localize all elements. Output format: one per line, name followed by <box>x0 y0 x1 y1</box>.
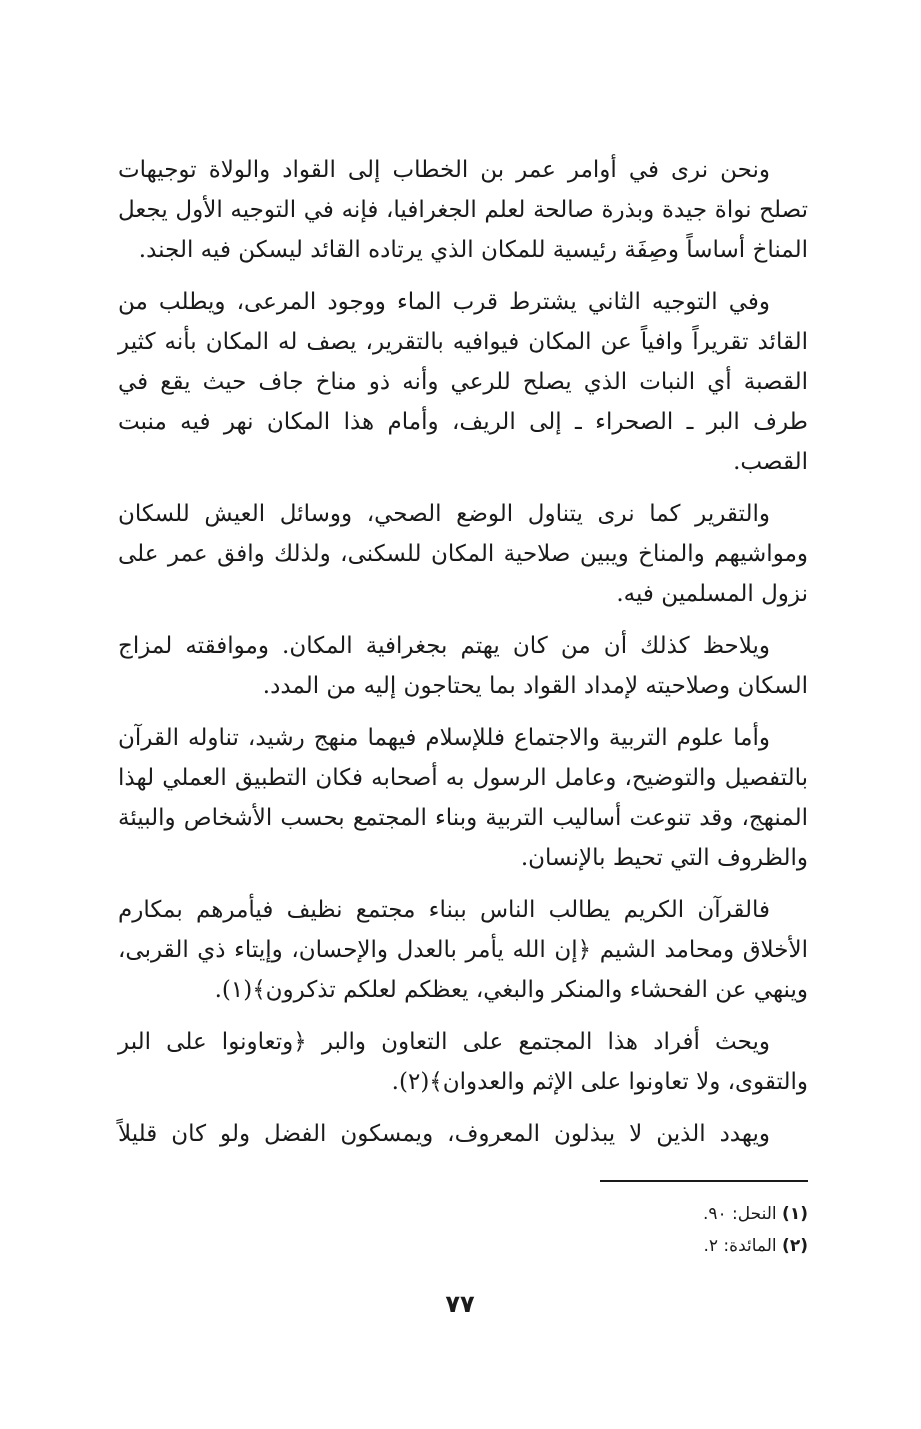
paragraph-7: ويحث أفراد هذا المجتمع على التعاون والبر ﴿وتعاونوا على البر والتقوى، ولا تعاونوا على الإثم والعدوان﴾(٢). <box>118 1029 808 1095</box>
footnote-number: (٢) <box>782 1236 808 1256</box>
paragraph-6: فالقرآن الكريم يطالب الناس ببناء مجتمع نظيف فيأمرهم بمكارم الأخلاق ومحامد الشيم ﴿إن الله يأمر بالعدل والإحسان، وإيتاء ذي القربى، وينهي عن الفحشاء والمنكر والبغي، يعظكم لعلكم تذكرون﴾(١). <box>118 897 808 1003</box>
paragraph-8: ويهدد الذين لا يبذلون المعروف، ويمسكون الفضل ولو كان قليلاً <box>118 1121 770 1147</box>
paragraph-5: وأما علوم التربية والاجتماع فللإسلام فيهما منهج رشيد، تناوله القرآن بالتفصيل والتوضيح، وعامل الرسول به أصحابه فكان التطبيق العملي لهذا المنهج، وقد تنوعت أساليب التربية وبناء المجتمع بحسب الأشخاص والبيئة والظروف التي تحيط بالإنسان. <box>118 725 808 871</box>
footnote-number: (١) <box>782 1204 808 1224</box>
footnote-text: المائدة: ٢. <box>703 1236 777 1256</box>
footnote-1 <box>520 1198 808 1230</box>
footnote-text: النحل: ٩٠. <box>702 1204 777 1224</box>
page-number: ٧٧ <box>445 1290 475 1318</box>
paragraph-3: والتقرير كما نرى يتناول الوضع الصحي، ووسائل العيش للسكان ومواشيهم والمناخ ويبين صلاحية المكان للسكنى، ولذلك وافق عمر على نزول المسلمين فيه. <box>118 501 808 607</box>
paragraph-1: ونحن نرى في أوامر عمر بن الخطاب إلى القواد والولاة توجيهات تصلح نواة جيدة وبذرة صالحة لعلم الجغرافيا، فإنه في التوجيه الأول يجعل المناخ أساساً وصِفَة رئيسية للمكان الذي يرتاده القائد ليسكن فيه الجند. <box>118 157 808 263</box>
footnotes <box>520 1198 808 1262</box>
paragraph-4: ويلاحظ كذلك أن من كان يهتم بجغرافية المكان. وموافقته لمزاج السكان وصلاحيته لإمداد القواد بما يحتاجون إليه من المدد. <box>118 633 808 699</box>
paragraph-2: وفي التوجيه الثاني يشترط قرب الماء ووجود المرعى، ويطلب من القائد تقريراً وافياً عن المكان فيوافيه بالتقرير، يصف له المكان بأنه كثير القصبة أي النبات الذي يصلح للرعي وأنه ذو مناخ جاف حيث يقع في طرف البر ـ الصحراء ـ إلى الريف، وأمام هذا المكان نهر فيه منبت القصب. <box>118 289 808 475</box>
footnote-divider <box>600 1180 808 1182</box>
footnote-2 <box>520 1230 808 1262</box>
main-text <box>118 150 808 1154</box>
